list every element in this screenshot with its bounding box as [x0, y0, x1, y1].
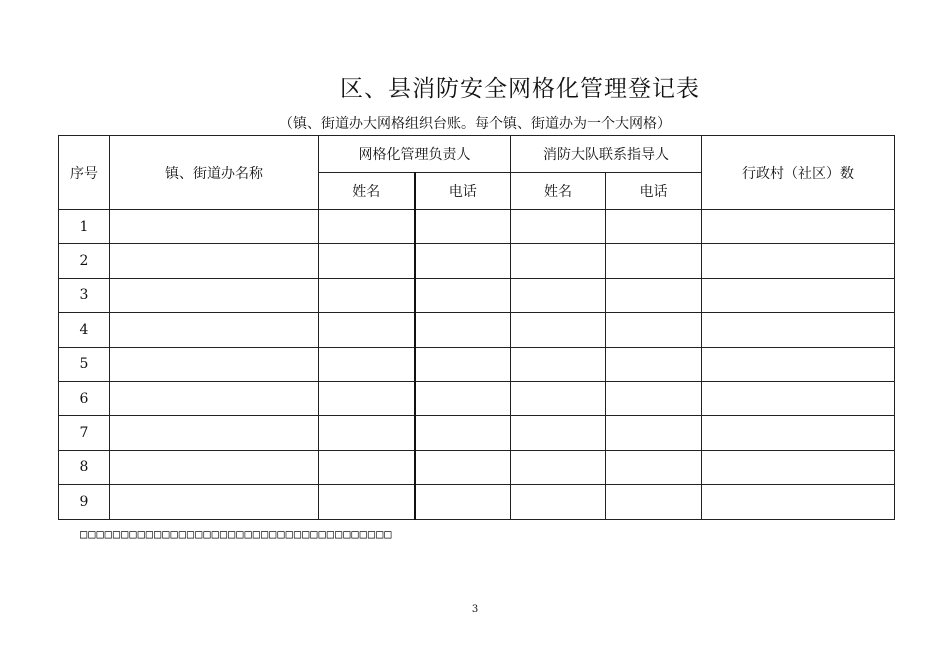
cell-village-count[interactable]	[702, 381, 895, 415]
cell-manager-phone[interactable]	[415, 244, 511, 278]
cell-village-count[interactable]	[702, 485, 895, 519]
cell-manager-name[interactable]	[319, 244, 415, 278]
cell-liaison-phone[interactable]	[606, 278, 702, 312]
row-seq: 1	[59, 210, 110, 244]
header-fire-liaison: 消防大队联系指导人	[511, 136, 702, 173]
cell-manager-phone[interactable]	[415, 381, 511, 415]
cell-manager-name[interactable]	[319, 450, 415, 484]
header-liaison-phone: 电话	[606, 173, 702, 210]
cell-manager-name[interactable]	[319, 278, 415, 312]
cell-manager-name[interactable]	[319, 381, 415, 415]
footnote-placeholder-text: □□□□□□□□□□□□□□□□□□□□□□□□□□□□□□□□□□□□□□	[80, 527, 393, 541]
cell-town-name[interactable]	[110, 244, 319, 278]
cell-village-count[interactable]	[702, 450, 895, 484]
cell-manager-name[interactable]	[319, 313, 415, 347]
row-seq: 5	[59, 347, 110, 381]
cell-village-count[interactable]	[702, 416, 895, 450]
cell-liaison-name[interactable]	[511, 347, 606, 381]
row-seq: 4	[59, 313, 110, 347]
cell-manager-name[interactable]	[319, 210, 415, 244]
cell-village-count[interactable]	[702, 244, 895, 278]
cell-manager-name[interactable]	[319, 485, 415, 519]
header-town-name: 镇、街道办名称	[110, 136, 319, 210]
table-row	[59, 244, 895, 278]
cell-town-name[interactable]	[110, 347, 319, 381]
cell-liaison-name[interactable]	[511, 313, 606, 347]
table-row	[59, 313, 895, 347]
row-seq: 7	[59, 416, 110, 450]
header-row-1	[59, 136, 895, 173]
row-seq: 9	[59, 485, 110, 519]
cell-manager-phone[interactable]	[415, 278, 511, 312]
cell-village-count[interactable]	[702, 210, 895, 244]
cell-town-name[interactable]	[110, 485, 319, 519]
header-liaison-name: 姓名	[511, 173, 606, 210]
cell-manager-phone[interactable]	[415, 210, 511, 244]
cell-liaison-phone[interactable]	[606, 450, 702, 484]
row-seq: 3	[59, 278, 110, 312]
cell-liaison-phone[interactable]	[606, 210, 702, 244]
cell-liaison-name[interactable]	[511, 244, 606, 278]
cell-liaison-name[interactable]	[511, 416, 606, 450]
cell-manager-phone[interactable]	[415, 416, 511, 450]
table-row	[59, 278, 895, 312]
cell-town-name[interactable]	[110, 381, 319, 415]
row-seq: 2	[59, 244, 110, 278]
table-row	[59, 210, 895, 244]
row-seq: 6	[59, 381, 110, 415]
header-village-count: 行政村（社区）数	[702, 136, 895, 210]
table-row	[59, 347, 895, 381]
cell-liaison-phone[interactable]	[606, 381, 702, 415]
row-seq: 8	[59, 450, 110, 484]
cell-manager-name[interactable]	[319, 347, 415, 381]
header-manager-name: 姓名	[319, 173, 415, 210]
cell-liaison-phone[interactable]	[606, 244, 702, 278]
table-row	[59, 450, 895, 484]
header-grid-manager: 网格化管理负责人	[319, 136, 511, 173]
document-subtitle: （镇、街道办大网格组织台账。每个镇、街道办为一个大网格）	[279, 116, 671, 132]
cell-liaison-name[interactable]	[511, 278, 606, 312]
header-seq: 序号	[59, 136, 110, 210]
cell-town-name[interactable]	[110, 313, 319, 347]
cell-manager-phone[interactable]	[415, 450, 511, 484]
cell-liaison-phone[interactable]	[606, 313, 702, 347]
document-title: 区、县消防安全网格化管理登记表	[340, 76, 700, 102]
cell-village-count[interactable]	[702, 278, 895, 312]
cell-town-name[interactable]	[110, 210, 319, 244]
cell-liaison-phone[interactable]	[606, 485, 702, 519]
cell-liaison-name[interactable]	[511, 450, 606, 484]
table-row	[59, 416, 895, 450]
cell-liaison-name[interactable]	[511, 485, 606, 519]
cell-manager-name[interactable]	[319, 416, 415, 450]
table-row	[59, 381, 895, 415]
header-manager-phone: 电话	[415, 173, 511, 210]
cell-manager-phone[interactable]	[415, 485, 511, 519]
cell-liaison-phone[interactable]	[606, 347, 702, 381]
registration-table	[58, 135, 895, 520]
table-row	[59, 485, 895, 519]
cell-town-name[interactable]	[110, 450, 319, 484]
cell-manager-phone[interactable]	[415, 313, 511, 347]
cell-town-name[interactable]	[110, 416, 319, 450]
cell-village-count[interactable]	[702, 347, 895, 381]
cell-liaison-phone[interactable]	[606, 416, 702, 450]
cell-village-count[interactable]	[702, 313, 895, 347]
cell-liaison-name[interactable]	[511, 381, 606, 415]
cell-town-name[interactable]	[110, 278, 319, 312]
cell-liaison-name[interactable]	[511, 210, 606, 244]
page-number: 3	[471, 604, 479, 615]
cell-manager-phone[interactable]	[415, 347, 511, 381]
